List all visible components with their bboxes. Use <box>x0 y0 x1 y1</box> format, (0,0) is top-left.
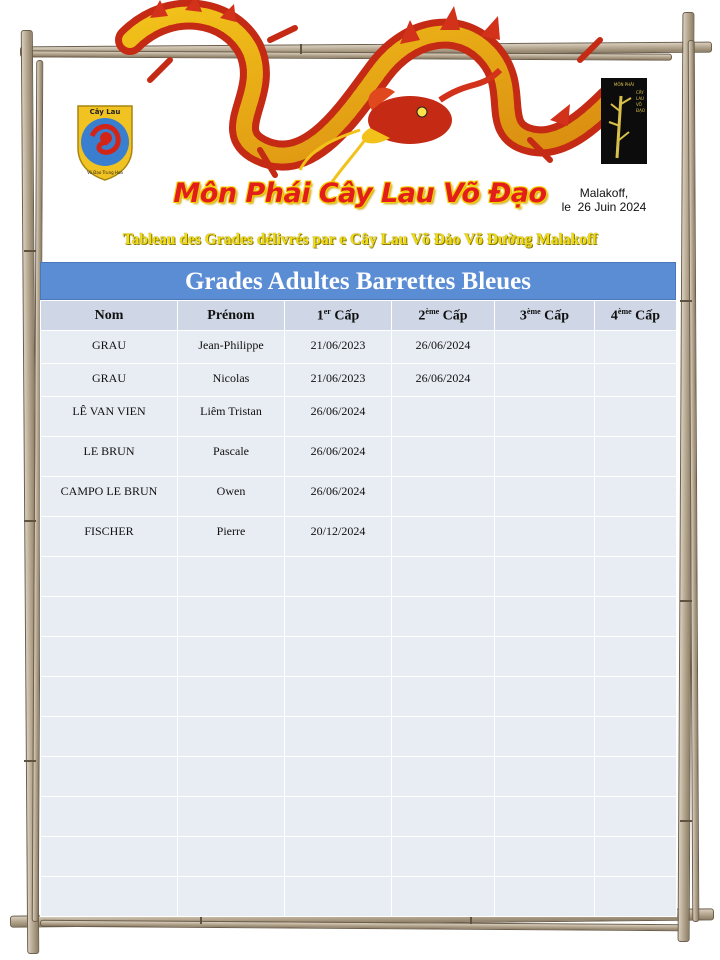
table-cell: CAMPO LE BRUN <box>41 477 178 517</box>
col-header-nom <box>41 301 178 331</box>
table-cell: 26/06/2024 <box>285 437 392 477</box>
col-header-suffix: Cấp <box>631 308 661 324</box>
table-cell <box>595 397 677 437</box>
table-cell <box>178 797 285 837</box>
table-cell: 26/06/2024 <box>285 477 392 517</box>
table-cell <box>392 797 495 837</box>
table-cell <box>178 877 285 917</box>
table-cell <box>495 717 595 757</box>
dragon-illustration <box>110 0 630 190</box>
table-cell <box>495 677 595 717</box>
table-cell: Liêm Tristan <box>178 397 285 437</box>
bamboo-node <box>680 600 692 602</box>
col-header-main: Nom <box>94 307 124 323</box>
table-cell <box>595 877 677 917</box>
table-cell <box>41 797 178 837</box>
table-cell <box>178 557 285 597</box>
table-cell: 26/06/2024 <box>392 364 495 397</box>
table-cell: LÊ VAN VIEN <box>41 397 178 437</box>
table-cell <box>178 757 285 797</box>
bamboo-node <box>24 760 36 762</box>
bamboo-node <box>680 820 692 822</box>
table-cell <box>495 597 595 637</box>
table-row <box>41 637 677 677</box>
col-header-ordinal: er <box>323 306 331 316</box>
table-cell <box>41 877 178 917</box>
table-cell <box>392 397 495 437</box>
table-row <box>41 877 677 917</box>
table-cell <box>392 637 495 677</box>
col-header-ordinal: ème <box>526 306 541 316</box>
table-cell <box>392 437 495 477</box>
table-cell <box>595 557 677 597</box>
col-header-suffix: Cấp <box>540 308 570 324</box>
table-cell <box>285 877 392 917</box>
table-cell <box>392 717 495 757</box>
table-body <box>41 331 677 917</box>
table-cell <box>495 877 595 917</box>
table-row <box>41 517 677 557</box>
table-cell <box>41 717 178 757</box>
table-cell: LE BRUN <box>41 437 178 477</box>
table-cell <box>495 477 595 517</box>
table-cell <box>495 397 595 437</box>
table-cell <box>392 597 495 637</box>
table-cell <box>392 477 495 517</box>
table-row <box>41 331 677 364</box>
table-cell <box>495 331 595 364</box>
table-cell: Owen <box>178 477 285 517</box>
table-row <box>41 797 677 837</box>
cay-lau-emblem <box>70 98 140 182</box>
col-header-suffix: Cấp <box>439 308 468 324</box>
table-cell <box>41 757 178 797</box>
col-header-main: 1 <box>316 308 324 324</box>
table-cell <box>392 757 495 797</box>
col-header-main: 4 <box>610 308 618 324</box>
document-subtitle: Tableau des Grades délivrés par e Cây Lau Võ Đảo Võ Đường Malakoff <box>122 231 598 248</box>
table-cell <box>595 437 677 477</box>
table-cell <box>41 677 178 717</box>
table-row <box>41 677 677 717</box>
logo-right-text: MÔN PHÁI <box>613 82 635 87</box>
table-cell <box>495 797 595 837</box>
table-cell: Pascale <box>178 437 285 477</box>
table-cell <box>595 364 677 397</box>
table-cell <box>392 517 495 557</box>
bamboo-node <box>680 300 692 302</box>
table-cell <box>392 837 495 877</box>
table-row <box>41 717 677 757</box>
school-title: Môn Phái Cây Lau Võ Đạo <box>173 178 547 209</box>
col-header-main: 3 <box>519 308 527 324</box>
table-title: Grades Adultes Barrettes Bleues <box>40 262 676 300</box>
table-cell <box>285 797 392 837</box>
table-cell <box>392 877 495 917</box>
col-header-cap-2 <box>392 301 495 331</box>
table-cell <box>595 331 677 364</box>
col-header-suffix: Cấp <box>330 308 360 324</box>
table-cell <box>178 637 285 677</box>
col-header-prenom <box>178 301 285 331</box>
column-header-row <box>41 301 677 331</box>
table-cell <box>495 517 595 557</box>
col-header-main: Prénom <box>207 307 255 323</box>
col-header-ordinal: ème <box>425 306 440 316</box>
table-row <box>41 397 677 437</box>
table-row <box>41 437 677 477</box>
table-cell <box>178 677 285 717</box>
table-row <box>41 557 677 597</box>
date: le 26 Juin 2024 <box>561 200 647 214</box>
table-cell: 20/12/2024 <box>285 517 392 557</box>
col-header-cap-4 <box>595 301 677 331</box>
table-cell <box>595 477 677 517</box>
table-cell: GRAU <box>41 364 178 397</box>
table-cell: 21/06/2023 <box>285 331 392 364</box>
table-cell <box>41 597 178 637</box>
table-cell: 26/06/2024 <box>285 397 392 437</box>
place-date <box>548 186 660 214</box>
table-cell <box>495 557 595 597</box>
table-cell <box>595 717 677 757</box>
table-cell <box>595 797 677 837</box>
table-cell <box>495 837 595 877</box>
table-cell <box>595 837 677 877</box>
mon-phai-bamboo-logo <box>601 78 647 164</box>
table-cell <box>595 597 677 637</box>
col-header-ordinal: ème <box>617 306 632 316</box>
table-cell <box>595 637 677 677</box>
table-row <box>41 364 677 397</box>
bamboo-node <box>24 520 36 522</box>
table-cell <box>495 637 595 677</box>
table-cell <box>41 557 178 597</box>
grades-table <box>40 262 676 917</box>
table-cell <box>285 757 392 797</box>
emblem-subtitle: Võ Đạo Trung Hoa <box>87 170 123 175</box>
table-cell <box>495 757 595 797</box>
table-cell <box>285 717 392 757</box>
col-header-cap-1 <box>285 301 392 331</box>
table-cell <box>285 557 392 597</box>
table-cell: 26/06/2024 <box>392 331 495 364</box>
table-cell: Nicolas <box>178 364 285 397</box>
table-cell <box>392 557 495 597</box>
table-cell <box>178 717 285 757</box>
table-cell <box>178 597 285 637</box>
table-cell <box>41 837 178 877</box>
bamboo-node <box>24 250 36 252</box>
table-cell <box>285 597 392 637</box>
table-cell <box>41 637 178 677</box>
table-cell: GRAU <box>41 331 178 364</box>
table-cell <box>178 837 285 877</box>
table-cell <box>495 364 595 397</box>
table-cell: FISCHER <box>41 517 178 557</box>
table-cell: Jean-Philippe <box>178 331 285 364</box>
table-row <box>41 477 677 517</box>
grades-grid <box>40 300 677 917</box>
table-row <box>41 837 677 877</box>
table-cell: 21/06/2023 <box>285 364 392 397</box>
table-cell <box>495 437 595 477</box>
table-cell <box>595 677 677 717</box>
table-cell <box>595 517 677 557</box>
table-cell: Pierre <box>178 517 285 557</box>
table-cell <box>595 757 677 797</box>
table-row <box>41 757 677 797</box>
col-header-cap-3 <box>495 301 595 331</box>
table-cell <box>285 837 392 877</box>
table-cell <box>392 677 495 717</box>
table-row <box>41 597 677 637</box>
table-cell <box>285 637 392 677</box>
place: Malakoff, <box>579 186 629 200</box>
col-header-main: 2 <box>418 308 426 324</box>
logo-right-vertical-text: CÂY LAU VÕ ĐẠO <box>636 90 645 113</box>
table-cell <box>285 677 392 717</box>
emblem-title: Cây Lau <box>89 108 121 116</box>
